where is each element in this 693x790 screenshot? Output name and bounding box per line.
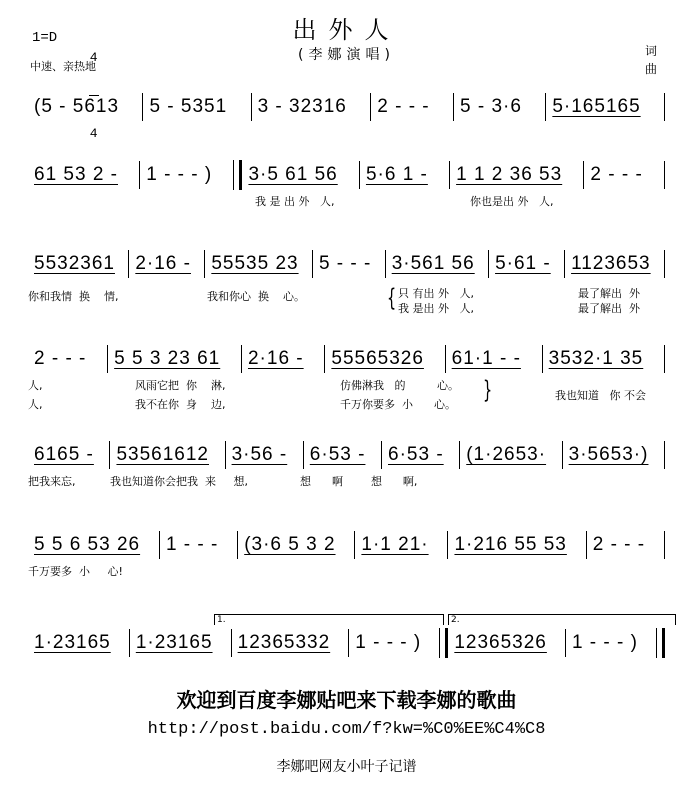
measure: 6·53 - [388, 444, 444, 465]
measure: 12365326 [454, 632, 547, 653]
lyric-line: 我也知道你会把我 来 想, [110, 475, 248, 488]
lyric-line: 最了解出 外 [578, 287, 640, 300]
measure: 5·165165 [552, 96, 641, 117]
download-banner: 欢迎到百度李娜贴吧来下载李娜的歌曲 [176, 688, 517, 712]
song-title: 出外人 [292, 16, 401, 44]
measure: 1·216 55 53 [454, 534, 567, 555]
measure: 1123653 [571, 253, 651, 274]
lyric-line: 你也是出 外 人, [470, 195, 554, 208]
composer-label: 曲 [645, 62, 658, 76]
measure: (1·2653· [466, 444, 547, 465]
song-subtitle: (李娜演唱) [298, 47, 395, 63]
measure: 5·61 - [495, 253, 551, 274]
transcriber-credit: 李娜吧网友小叶子记谱 [276, 759, 417, 775]
measure: 5 5 3 23 61 [114, 348, 221, 369]
measure: 5 - 3·6 [460, 96, 522, 117]
measure: 55535 23 [211, 253, 299, 274]
measure: 2 - - - [377, 96, 430, 117]
staff-row [28, 344, 665, 374]
lyric-line: 你和我情 换 情, [28, 290, 119, 303]
staff-row [28, 530, 665, 560]
measure: (5 - 5613 [34, 96, 120, 117]
barline [664, 161, 665, 189]
lyric-line: 我 是出 外 人, [398, 302, 474, 315]
repeat-barline [439, 628, 448, 658]
measure: 61·1 - - [451, 348, 521, 369]
lyric-line: 把我来忘, [28, 475, 76, 488]
lyric-line: 想 啊 想 啊, [300, 475, 418, 488]
measure: 3·56 - [231, 444, 288, 465]
meter-top: 4 [89, 50, 98, 65]
source-url[interactable]: http://post.baidu.com/f?kw=%C0%EE%C4%C8 [147, 720, 546, 739]
measure: 1 - - - ) [571, 632, 638, 653]
verse-brace-right: } [483, 376, 493, 404]
measure: 2 - - - [590, 164, 643, 185]
measure: 1 - - - ) [355, 632, 422, 653]
measure: 53561612 [116, 444, 209, 465]
measure: 5 - 5351 [149, 96, 228, 117]
lyricist-label: 词 [645, 44, 658, 58]
measure: (3·6 5 3 2 [244, 534, 336, 555]
staff-row [28, 440, 665, 470]
staff-row [28, 249, 665, 279]
measure: 55565326 [331, 348, 424, 369]
barline [664, 345, 665, 373]
measure: 3·5653·) [568, 444, 649, 465]
measure: 2·16 - [135, 253, 191, 274]
measure: 1·23165 [34, 632, 111, 653]
first-ending-bracket: 1. [214, 614, 444, 625]
barline [664, 531, 665, 559]
measure: 5·6 1 - [365, 164, 428, 185]
measure: 3 - 32316 [257, 96, 347, 117]
staff-row [28, 160, 665, 190]
measure: 6165 - [34, 444, 94, 465]
measure: 3532·1 35 [548, 348, 644, 369]
meter-bottom: 4 [89, 126, 98, 141]
verse-brace-left: { [387, 284, 397, 312]
measure: 5532361 [34, 253, 115, 274]
measure: 2 - - - [592, 534, 646, 555]
lyric-line: 仿佛淋我 的 心。 [340, 379, 459, 392]
measure: 3·5 61 56 [248, 164, 338, 185]
barline [664, 441, 665, 469]
measure: 1 - - - ) [146, 164, 213, 185]
repeat-barline [233, 160, 242, 190]
lyric-line: 最了解出 外 [578, 302, 640, 315]
measure: 2 - - - [34, 348, 87, 369]
lyric-line: 风雨它把 你 淋, [135, 379, 226, 392]
staff-row [28, 92, 665, 122]
staff-row [28, 628, 665, 658]
key-signature: 1=D [32, 30, 58, 46]
measure: 1·1 21· [361, 534, 429, 555]
measure: 1 1 2 36 53 [456, 164, 563, 185]
lyric-line: 我不在你 身 边, [135, 398, 226, 411]
measure: 1·23165 [135, 632, 213, 653]
measure: 12365332 [237, 632, 331, 653]
second-ending-bracket: 2. [448, 614, 676, 625]
lyric-line: 人, [28, 379, 43, 392]
barline [664, 250, 665, 278]
measure: 3·561 56 [391, 253, 475, 274]
lyric-line: 我和你心 换 心。 [207, 290, 305, 303]
lyric-line: 只 有出 外 人, [398, 287, 474, 300]
measure: 5 - - - [318, 253, 372, 274]
lyric-line: 人, [28, 398, 43, 411]
measure: 6·53 - [309, 444, 366, 465]
tempo-marking: 中速、亲热地 [30, 60, 96, 73]
lyric-line: 千万要多 小 心! [28, 565, 123, 578]
measure: 5 5 6 53 26 [34, 534, 141, 555]
final-barline [656, 628, 665, 658]
measure: 2·16 - [247, 348, 304, 369]
lyric-line: 我 是 出 外 人, [255, 195, 335, 208]
measure: 1 - - - [165, 534, 219, 555]
lyric-line: 我也知道 你 不会 [555, 389, 646, 402]
measure: 61 53 2 - [34, 164, 118, 185]
lyric-line: 千万你要多 小 心。 [340, 398, 456, 411]
barline [664, 93, 665, 121]
